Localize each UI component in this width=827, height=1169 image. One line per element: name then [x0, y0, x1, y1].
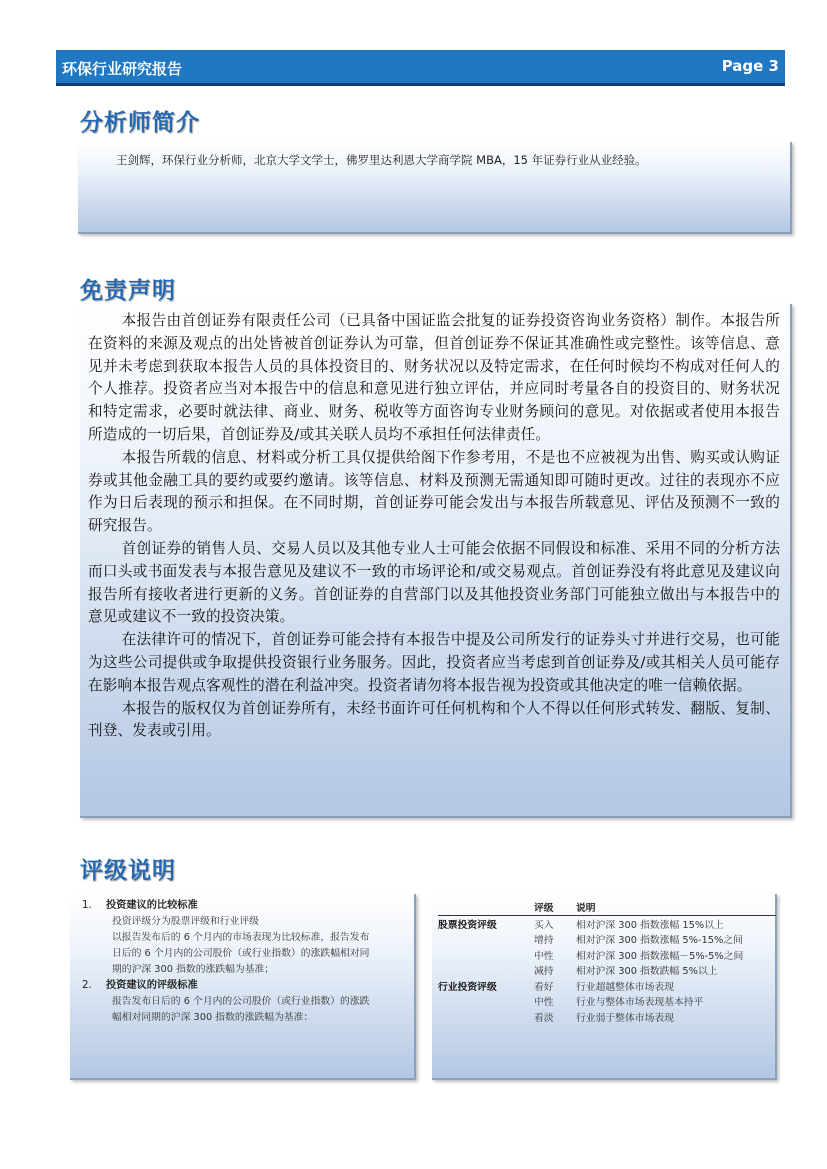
category-cell: [438, 932, 534, 948]
disclaimer-paragraph: 本报告所载的信息、材料或分析工具仅提供给阁下作参考用，不是也不应被视为出售、购买或认购证券或其他金融工具的要约或要约邀请。该等信息、材料及预测无需通知即可随时更改。过往的表现亦不应作为日后表现的预示和担保。在不同时期，首创证券可能会发出与本报告所载意见、评估及预测不一致的研究报告。: [88, 448, 780, 535]
description-cell: 行业弱于整体市场表现: [576, 1012, 674, 1024]
disclaimer-paragraph: 在法律许可的情况下，首创证券可能会持有本报告中提及公司所发行的证券头寸并进行交易，也可能为这些公司提供或争取提供投资银行业务服务。因此，投资者应当考虑到首创证券及/或其相关人员可能存在影响本报告观点客观性的潜在利益冲突。投资者请勿将本报告视为投资或其他决定的唯一信赖依据。: [88, 631, 780, 694]
rating-criteria-box: [70, 894, 416, 1080]
category-cell: 行业投资评级: [438, 981, 497, 993]
disclaimer-paragraph: 本报告的版权仅为首创证券所有，未经书面许可任何机构和个人不得以任何形式转发、翻版、复制、刊登、发表或引用。: [88, 699, 780, 740]
rating-cell: 看淡: [534, 1012, 554, 1024]
rating-heading: 评级说明: [80, 858, 176, 884]
rating-cell: 看好: [534, 981, 554, 993]
criteria-desc-line: 日后的 6 个月内的公司股价（或行业指数）的涨跌幅相对同: [112, 948, 370, 959]
table-row: [438, 963, 776, 979]
header-cell: 说明: [576, 898, 776, 916]
disclaimer-heading: 免责声明: [80, 278, 176, 304]
page-header: [56, 50, 785, 86]
table-row: [438, 994, 776, 1010]
page-number: Page 3: [721, 57, 779, 75]
disclaimer-body: [88, 310, 780, 743]
description-cell: 行业与整体市场表现基本持平: [576, 997, 704, 1009]
table-row: [438, 1009, 776, 1025]
header-cell: 评级: [534, 898, 576, 916]
rating-criteria-list: [82, 898, 406, 1026]
criteria-number: 2.: [82, 980, 92, 991]
criteria-number: 1.: [82, 900, 92, 911]
criteria-desc-line: 期的沪深 300 指数的涨跌幅为基准；: [112, 964, 275, 975]
criteria-label: 投资建议的比较标准: [106, 900, 198, 911]
analyst-bio: 王剑辉，环保行业分析师，北京大学文学士，佛罗里达利恩大学商学院 MBA，15 年证券行业从业经验。: [116, 153, 647, 167]
criteria-item: [82, 978, 406, 994]
rating-cell: 中性: [534, 950, 554, 962]
rating-table-header: [438, 898, 776, 916]
table-row: [438, 932, 776, 948]
rating-table: [438, 898, 776, 1025]
table-row: [438, 978, 776, 994]
description-cell: 相对沪深 300 指数涨幅－5%-5%之间: [576, 950, 744, 962]
category-cell: [438, 1009, 534, 1025]
category-cell: [438, 947, 534, 963]
description-cell: 相对沪深 300 指数跌幅 5%以上: [576, 966, 718, 978]
category-cell: [438, 963, 534, 979]
category-cell: [438, 994, 534, 1010]
table-row: [438, 947, 776, 963]
rating-cell: 增持: [534, 935, 554, 947]
description-cell: 相对沪深 300 指数涨幅 5%-15%之间: [576, 935, 743, 947]
criteria-item: [82, 898, 406, 914]
criteria-desc-line: 幅相对同期的沪深 300 指数的涨跌幅为基准：: [112, 1012, 314, 1023]
criteria-desc-line: 报告发布日后的 6 个月内的公司股价（或行业指数）的涨跌: [112, 996, 370, 1007]
disclaimer-paragraph: 本报告由首创证券有限责任公司（已具备中国证监会批复的证券投资咨询业务资格）制作。本报告所在资料的来源及观点的出处皆被首创证券认为可靠，但首创证券不保证其准确性或完整性。该等信息、意见并未考虑到获取本报告人员的具体投资目的、财务状况以及特定需求，在任何时候均不构成对任何人的个人推荐。投资者应当对本报告中的信息和意见进行独立评估，并应同时考量各自的投资目的、财务状况和特定需求，必要时就法律、商业、财务、税收等方面咨询专业财务顾问的意见。对依据或者使用本报告所造成的一切后果，首创证券及/或其关联人员均不承担任何法律责任。: [88, 312, 780, 443]
disclaimer-box: [80, 304, 792, 818]
analyst-box: [78, 142, 792, 234]
criteria-label: 投资建议的评级标准: [106, 980, 198, 991]
rating-cell: 中性: [534, 997, 554, 1009]
rating-cell: 买入: [534, 919, 554, 931]
analyst-heading: 分析师简介: [80, 110, 200, 136]
description-cell: 相对沪深 300 指数涨幅 15%以上: [576, 919, 724, 931]
disclaimer-paragraph: 首创证券的销售人员、交易人员以及其他专业人士可能会依据不同假设和标准、采用不同的分析方法而口头或书面发表与本报告意见及建议不一致的市场评论和/或交易观点。首创证券没有将此意见及建议向报告所有接收者进行更新的义务。首创证券的自营部门以及其他投资业务部门可能独立做出与本报告中的意见或建议不一致的投资决策。: [88, 539, 780, 626]
table-row: [438, 916, 776, 932]
report-title: 环保行业研究报告: [62, 60, 183, 78]
header-cell: [438, 898, 534, 916]
description-cell: 行业超越整体市场表现: [576, 981, 674, 993]
rating-cell: 减持: [534, 966, 554, 978]
rating-table-box: [432, 894, 777, 1080]
criteria-desc-line: 投资评级分为股票评级和行业评级: [112, 916, 259, 927]
category-cell: 股票投资评级: [438, 919, 497, 931]
criteria-desc-line: 以报告发布后的 6 个月内的市场表现为比较标准，报告发布: [112, 932, 370, 943]
